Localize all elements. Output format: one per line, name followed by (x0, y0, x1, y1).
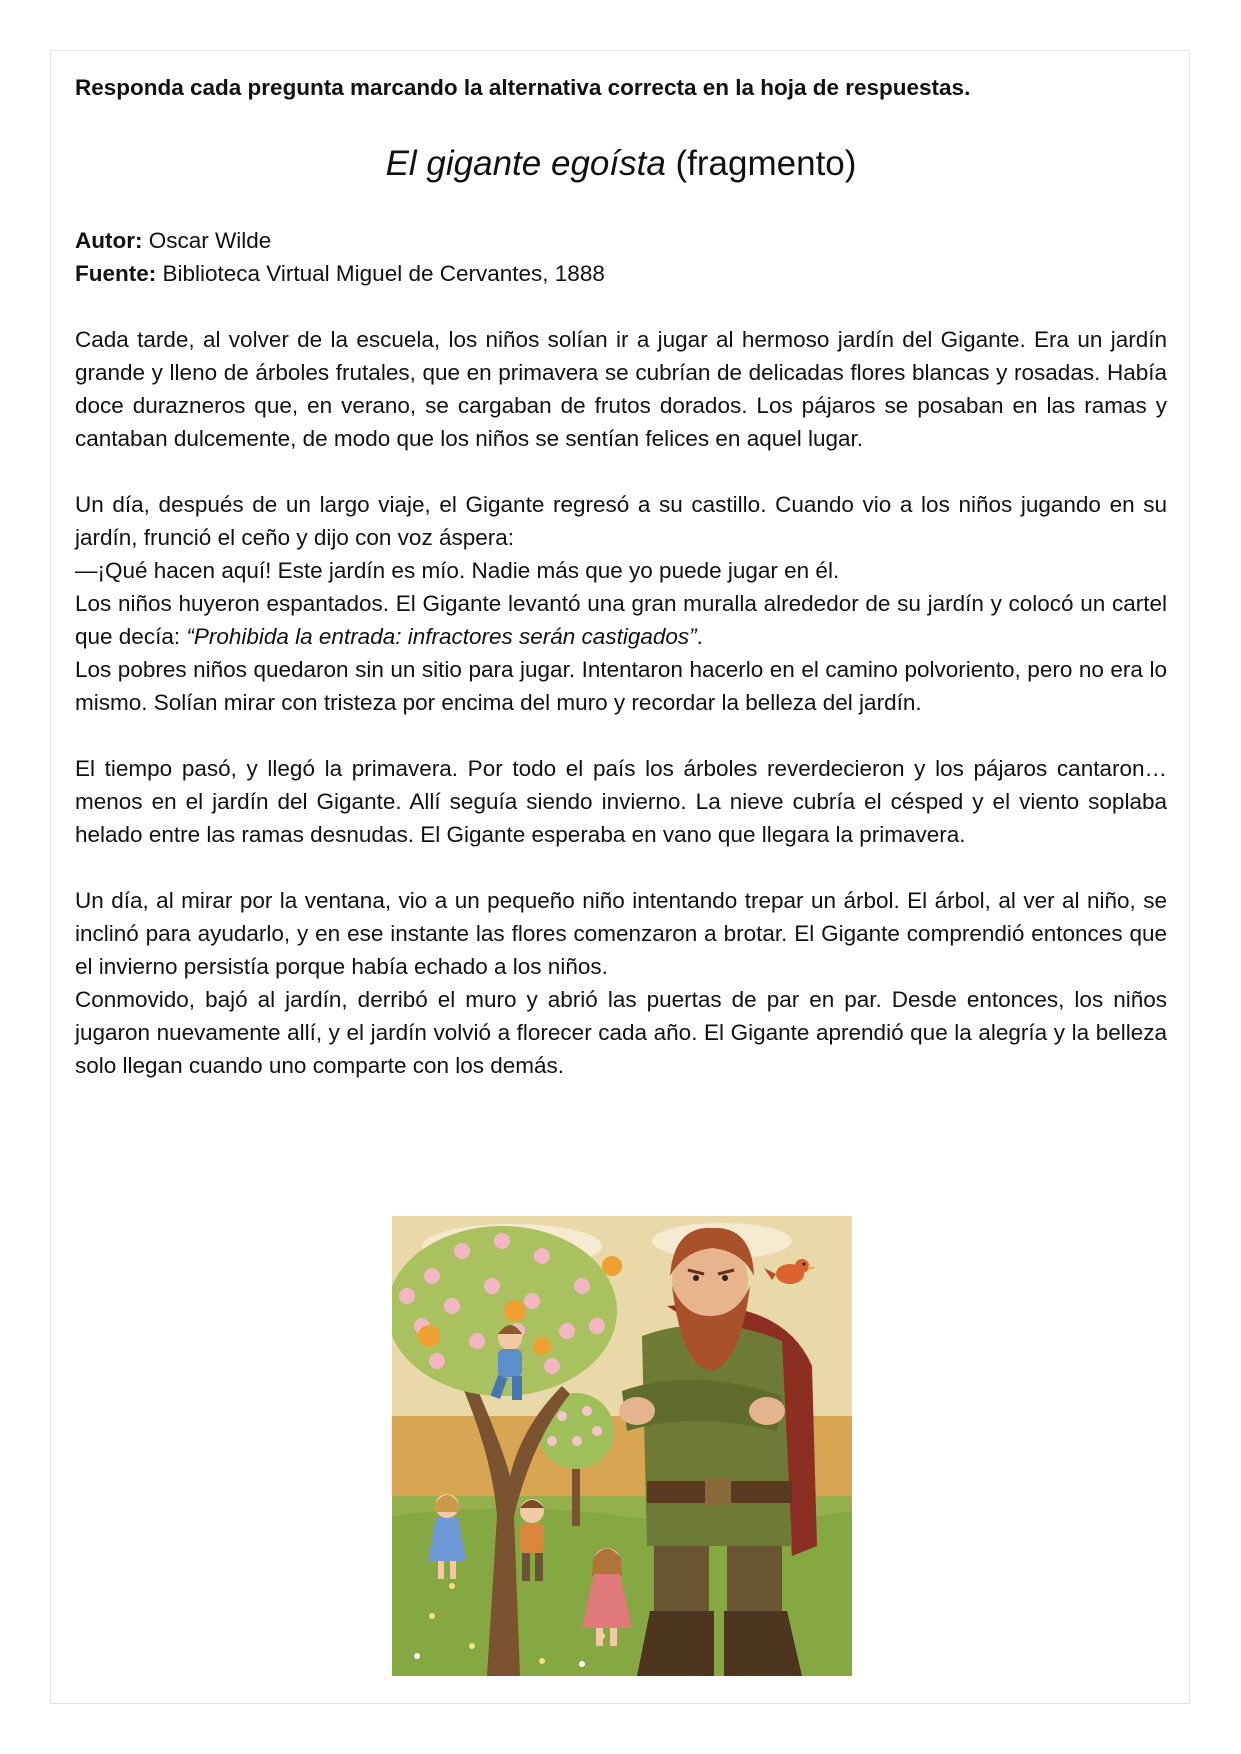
paragraph-1: Cada tarde, al volver de la escuela, los niños solían ir a jugar al hermoso jardín del Gigante. Era un jardín grande y lleno de árboles frutales, que en primavera se cubrían de delicadas flores blancas y rosadas. Había doce durazneros que, en verano, se cargaban de frutos dorados. Los pájaros se posaban en las ramas y cantaban dulcemente, de modo que los niños se sentían felices en aquel lugar. (75, 327, 1167, 451)
source-label: Fuente: (75, 261, 157, 286)
story-title-suffix: (fragmento) (665, 144, 857, 183)
paragraph-2c-end: . (696, 624, 703, 649)
document-body (75, 72, 1167, 1082)
paragraph-2c (75, 587, 1167, 653)
author-label: Autor: (75, 228, 143, 253)
source-line (75, 257, 1167, 290)
paragraph-2c-text: Los niños huyeron espantados. El Gigante levantó una gran muralla alrededor de su jardín y colocó un cartel que decía: (75, 591, 1167, 649)
source-value: Biblioteca Virtual Miguel de Cervantes, 1888 (156, 261, 605, 286)
paragraph-4a: Un día, al mirar por la ventana, vio a un pequeño niño intentando trepar un árbol. El árbol, al ver al niño, se inclinó para ayudarlo, y en ese instante las flores comenzaron a brotar. El Gigante comprendió entonces que el invierno persistía porque había echado a los niños. (75, 888, 1167, 979)
author-line (75, 224, 1167, 257)
story-metadata (75, 224, 1167, 290)
paragraph-2d: Los pobres niños quedaron sin un sitio para jugar. Intentaron hacerlo en el camino polvoriento, pero no era lo mismo. Solían mirar con tristeza por encima del muro y recordar la belleza del jardín. (75, 657, 1167, 715)
giant-garden-illustration-icon (392, 1216, 852, 1676)
story-title (75, 142, 1167, 186)
paragraph-3: El tiempo pasó, y llegó la primavera. Por todo el país los árboles reverdecieron y los pájaros cantaron… menos en el jardín del Gigante. Allí seguía siendo invierno. La nieve cubría el césped y el viento soplaba helado entre las ramas desnudas. El Gigante esperaba en vano que llegara la primavera. (75, 756, 1167, 847)
paragraph-4b: Conmovido, bajó al jardín, derribó el muro y abrió las puertas de par en par. Desde entonces, los niños jugaron nuevamente allí, y el jardín volvió a florecer cada año. El Gigante aprendió que la alegría y la belleza solo llegan cuando uno comparte con los demás. (75, 987, 1167, 1078)
giant-dialogue: —¡Qué hacen aquí! Este jardín es mío. Nadie más que yo puede jugar en él. (75, 558, 840, 583)
paragraph-2a: Un día, después de un largo viaje, el Gigante regresó a su castillo. Cuando vio a los niños jugando en su jardín, frunció el ceño y dijo con voz áspera: (75, 492, 1167, 550)
instruction-text: Responda cada pregunta marcando la alternativa correcta en la hoja de respuestas. (75, 75, 971, 100)
story-title-italic: El gigante egoísta (385, 144, 666, 183)
sign-quote: “Prohibida la entrada: infractores serán castigados” (186, 624, 697, 649)
author-value: Oscar Wilde (142, 228, 272, 253)
